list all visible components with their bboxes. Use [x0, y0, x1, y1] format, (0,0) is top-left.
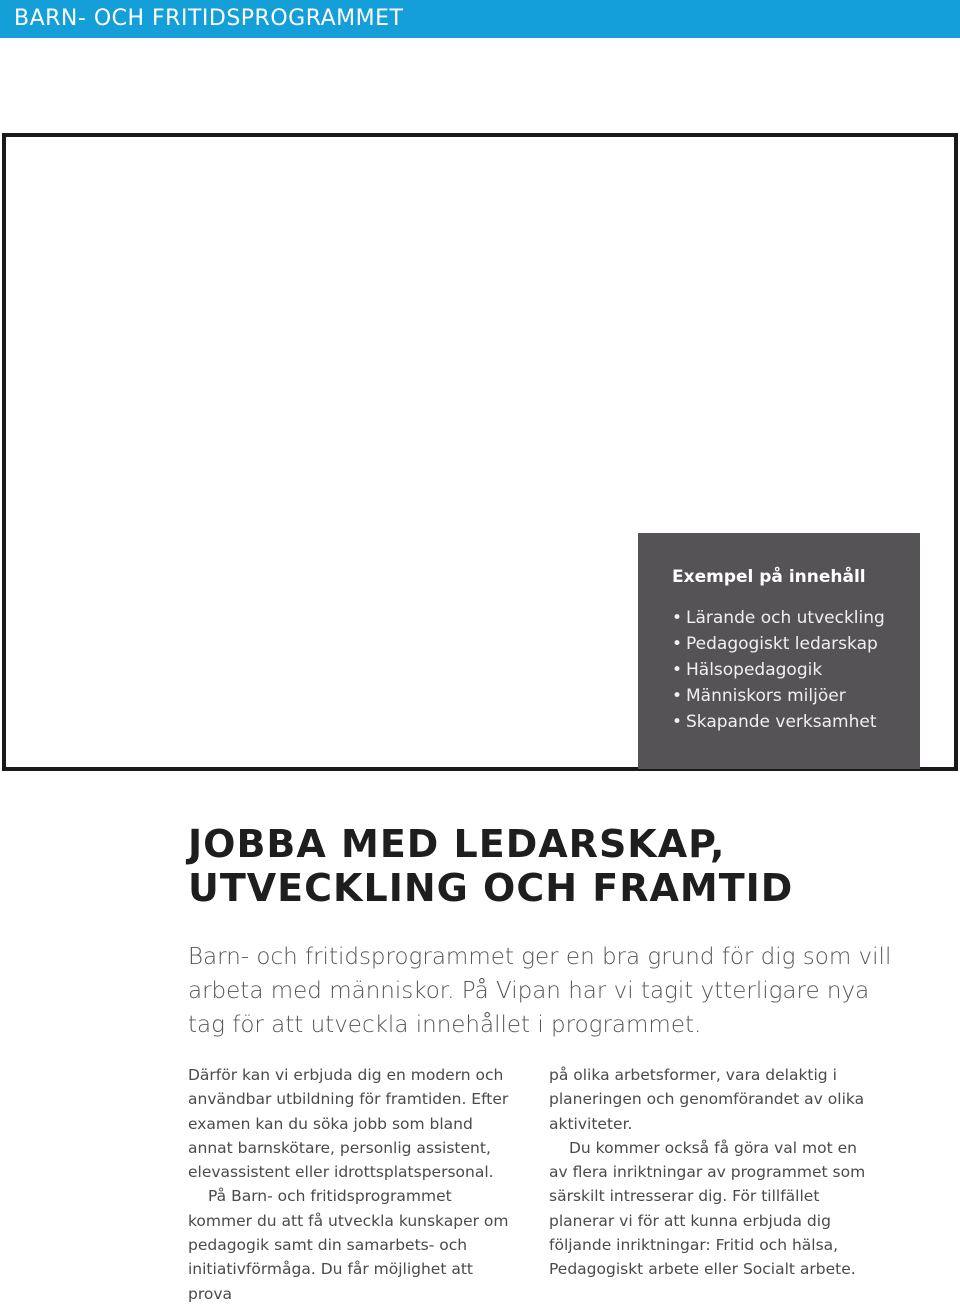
bullet-icon: • [672, 634, 683, 654]
content-list [672, 605, 920, 735]
list-item: • Pedagogiskt ledarskap [672, 631, 920, 657]
body-column-right [549, 1063, 879, 1282]
list-item: • Skapande verksamhet [672, 709, 920, 735]
paragraph: på olika arbetsformer, vara delaktig i planeringen och genomförandet av olika aktiviteter. [549, 1066, 865, 1133]
headline-line-2: UTVECKLING OCH FRAMTID [188, 866, 794, 910]
list-item: • Hälsopedagogik [672, 657, 920, 683]
bullet-icon: • [672, 712, 683, 732]
paragraph: På Barn- och fritidsprogrammet kommer du att få utveckla kunskaper om pedagogik samt din samarbets- och initiativförmåga. Du får möjlighet att prova [188, 1187, 509, 1303]
bullet-icon: • [672, 686, 683, 706]
section-title: BARN- OCH FRITIDSPROGRAMMET [14, 6, 404, 31]
paragraph: Du kommer också få göra val mot en av flera inriktningar av programmet som särskilt intresserar dig. För tillfället planerar vi för att kunna erbjuda dig följande inriktningar: Fritid och hälsa, Pedagogiskt arbete eller Socialt arbete. [549, 1138, 866, 1279]
list-item: • Lärande och utveckling [672, 605, 920, 631]
content-box [638, 533, 920, 769]
page-headline [188, 822, 793, 910]
bullet-icon: • [672, 608, 683, 628]
content-box-title: Exempel på innehåll [672, 567, 866, 587]
headline-line-1: JOBBA MED LEDARSKAP, [188, 822, 726, 866]
body-column-left [188, 1063, 518, 1306]
list-item: • Människors miljöer [672, 683, 920, 709]
bullet-icon: • [672, 660, 683, 680]
paragraph: Därför kan vi erbjuda dig en modern och användbar utbildning för framtiden. Efter examen kan du söka jobb som bland annat barnskötare, personlig assistent, elevassistent eller idrottsplatspersonal. [188, 1066, 509, 1182]
section-banner [0, 0, 960, 38]
lead-paragraph: Barn- och fritidsprogrammet ger en bra grund för dig som vill arbeta med människor. På Vipan har vi tagit ytterligare nya tag för att utveckla innehållet i programmet. [188, 944, 892, 1038]
